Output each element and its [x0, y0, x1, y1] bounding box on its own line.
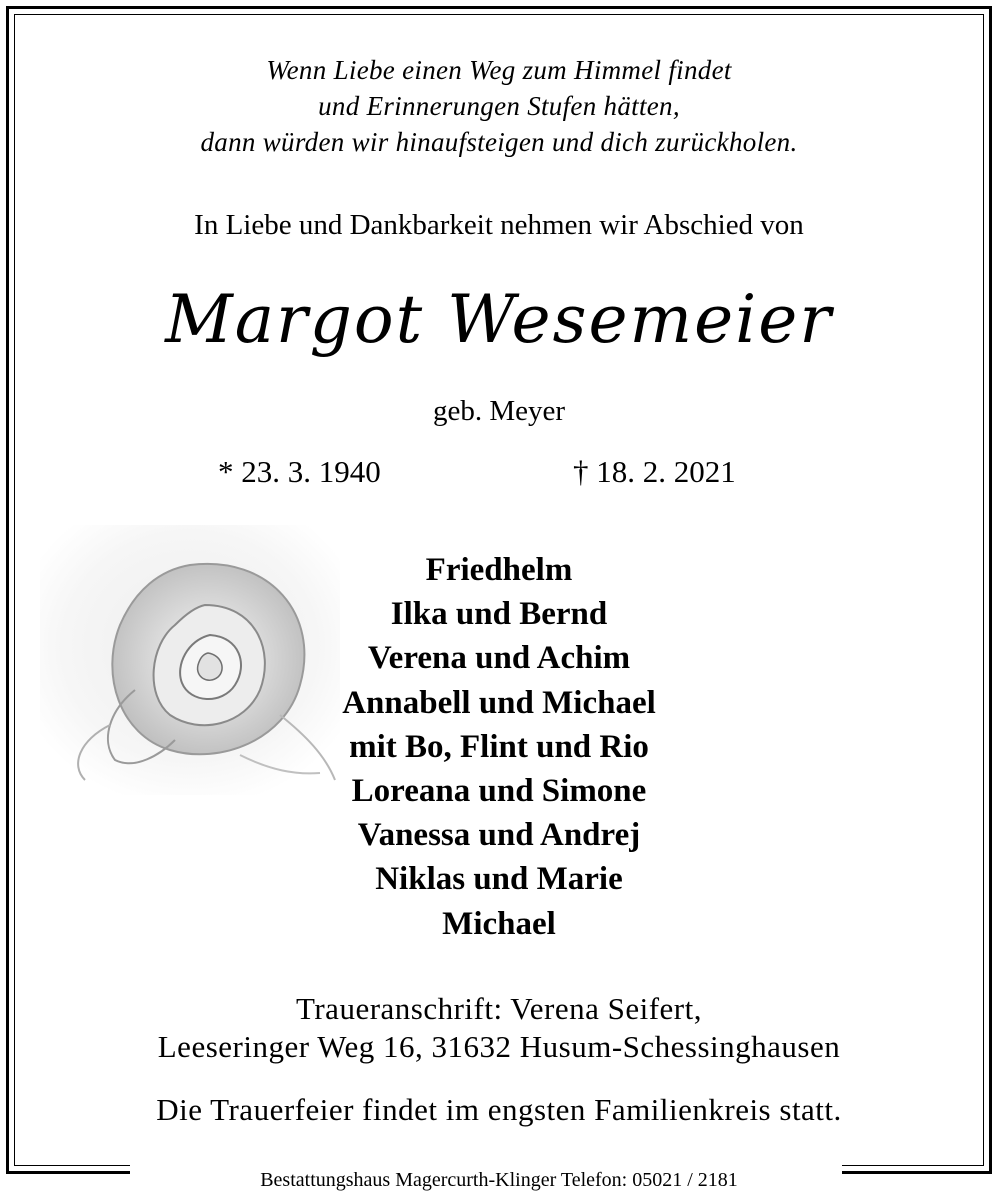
- funeral-home-footer: [0, 1168, 998, 1192]
- mourner-line: Vanessa und Andrej: [357, 817, 641, 854]
- mourner-line: Niklas und Marie: [375, 861, 623, 898]
- birth-date: * 23. 3. 1940: [218, 454, 381, 489]
- death-date: † 18. 2. 2021: [573, 454, 736, 489]
- mourner-line: Michael: [442, 905, 556, 942]
- poem-line-2: und Erinnerungen Stufen hätten,: [318, 91, 680, 121]
- address-line-2: Leeseringer Weg 16, 31632 Husum-Schessinghausen: [157, 1029, 841, 1064]
- mourners-list: [0, 548, 998, 946]
- ceremony-note: Die Trauerfeier findet im engsten Familienkreis statt.: [156, 1092, 842, 1127]
- mourner-line: Annabell und Michael: [342, 684, 656, 721]
- poem-line-3: dann würden wir hinaufsteigen und dich zurückholen.: [200, 127, 798, 157]
- mourner-line: Friedhelm: [425, 552, 573, 588]
- funeral-home-info: Bestattungshaus Magercurth-Klinger Telefon: 05021 / 2181: [252, 1169, 746, 1191]
- intro-text: In Liebe und Dankbarkeit nehmen wir Abschied von: [194, 209, 804, 241]
- poem-line-1: Wenn Liebe einen Weg zum Himmel findet: [266, 55, 732, 85]
- mourner-line: Ilka und Bernd: [390, 596, 608, 633]
- born-name: geb. Meyer: [432, 395, 566, 427]
- mourning-address: [0, 990, 998, 1066]
- mourner-line: Loreana und Simone: [351, 773, 647, 810]
- deceased-name: Margot Wesemeier: [165, 281, 833, 358]
- poem: [0, 52, 998, 160]
- mourner-line: mit Bo, Flint und Rio: [349, 728, 649, 765]
- address-line-1: Traueranschrift: Verena Seifert,: [296, 991, 702, 1026]
- mourner-line: Verena und Achim: [367, 640, 631, 677]
